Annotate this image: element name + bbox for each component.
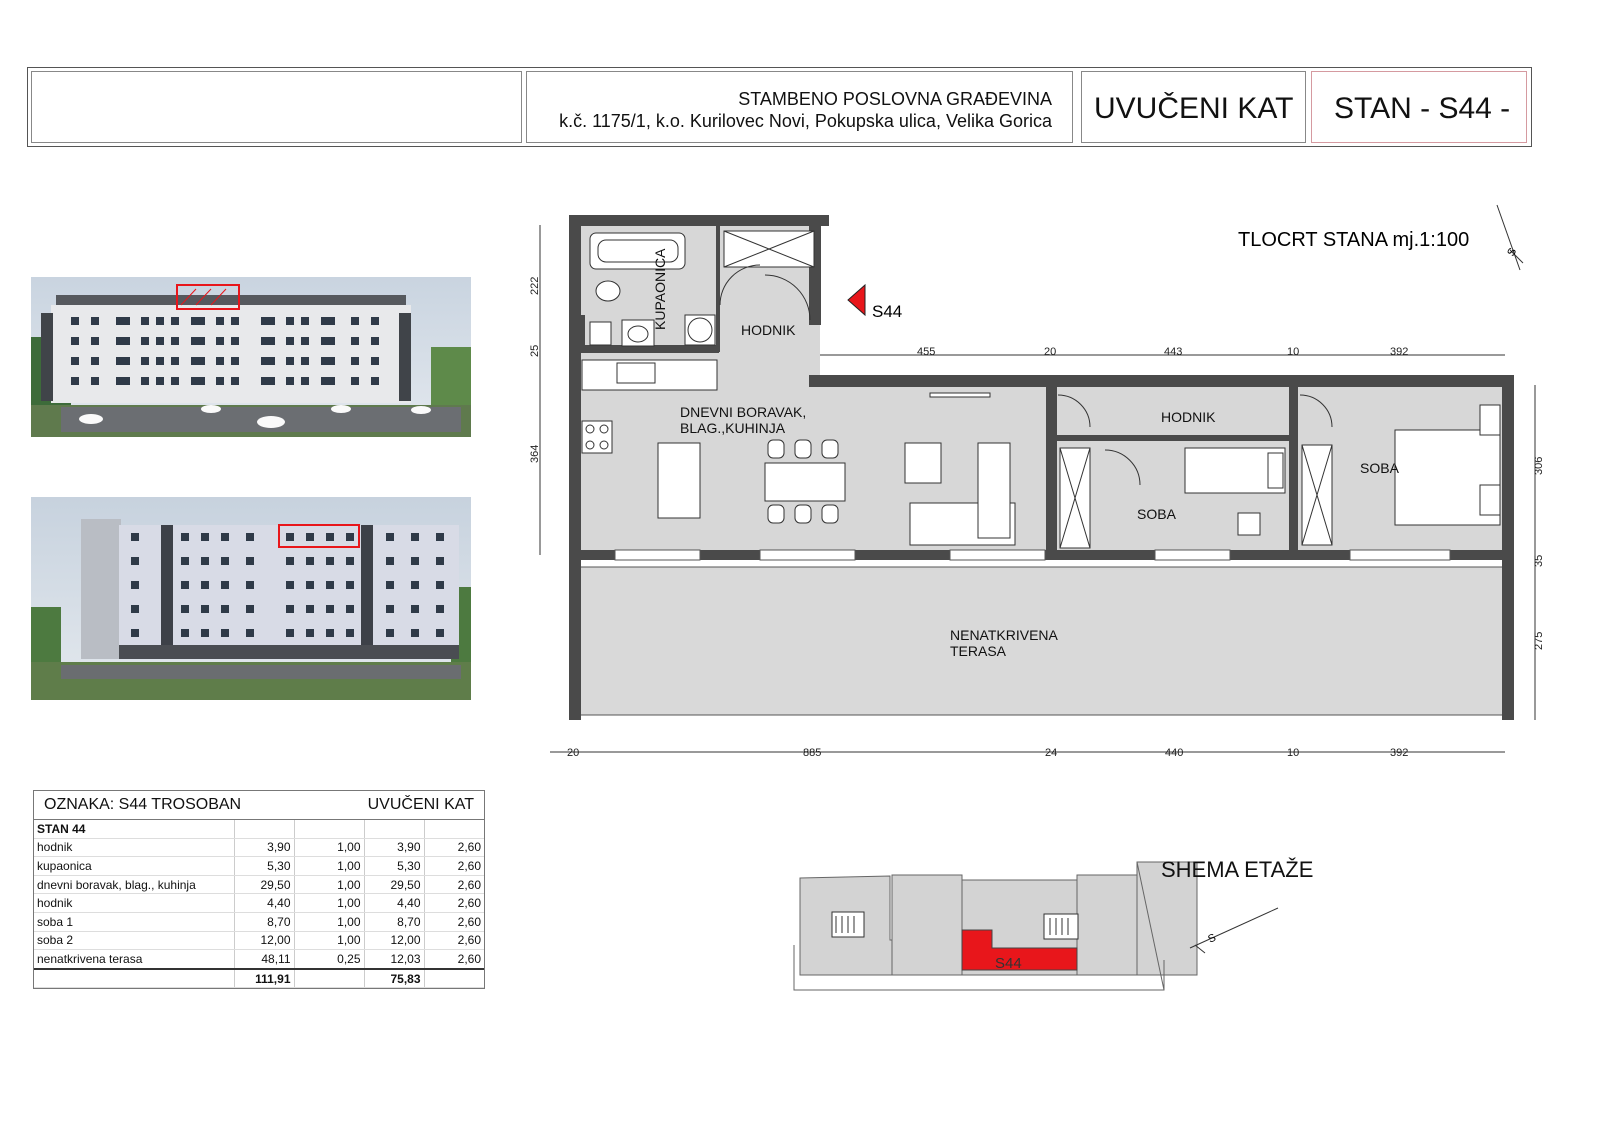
room-height: 2,60 [424,950,484,969]
dim-top-1: 455 [917,346,936,358]
room-coef: 1,00 [294,857,364,876]
room-height: 2,60 [424,931,484,950]
dim-bottom-1: 20 [567,747,580,759]
dim-top-3: 443 [1164,346,1183,358]
room-net: 3,90 [364,838,424,857]
dim-right-2: 35 [1533,554,1545,567]
room-name: kupaonica [34,857,234,876]
room-name: soba 2 [34,931,234,950]
room-net: 8,70 [364,912,424,931]
table-row [34,857,484,876]
room-area: 29,50 [234,875,294,894]
room-area: 3,90 [234,838,294,857]
room-net: 29,50 [364,875,424,894]
unit-label: STAN - S44 - [1334,92,1511,125]
entrance-marker-label: S44 [872,302,903,321]
label-soba-2: SOBA [1360,460,1399,476]
table-row [34,894,484,913]
label-hodnik-entry: HODNIK [741,322,796,338]
room-height: 2,60 [424,894,484,913]
room-coef: 1,00 [294,931,364,950]
building-render-side [31,497,471,700]
dim-top-5: 392 [1390,346,1409,358]
room-coef: 1,00 [294,838,364,857]
dim-bottom-4: 440 [1165,747,1184,759]
building-title: STAMBENO POSLOVNA GRAĐEVINA [738,89,1052,109]
room-height: 2,60 [424,875,484,894]
room-coef: 1,00 [294,894,364,913]
table-row [34,838,484,857]
room-coef: 1,00 [294,875,364,894]
room-height: 2,60 [424,912,484,931]
room-height: 2,60 [424,857,484,876]
label-dnevni-1: DNEVNI BORAVAK, [680,404,807,420]
room-area: 8,70 [234,912,294,931]
room-height: 2,60 [424,838,484,857]
room-name: dnevni boravak, blag., kuhinja [34,875,234,894]
room-area: 48,11 [234,950,294,969]
dim-bottom-5: 10 [1287,747,1300,759]
scheme-north-arrow-icon [1190,908,1278,953]
room-name: hodnik [34,838,234,857]
label-terasa-1: NENATKRIVENA [950,627,1058,643]
total-net: 75,83 [364,969,424,988]
label-dnevni-2: BLAG.,KUHINJA [680,420,786,436]
dim-left-3: 364 [529,444,541,463]
svg-text:S: S [1206,931,1218,946]
label-terasa-2: TERASA [950,643,1007,659]
room-net: 4,40 [364,894,424,913]
room-net: 12,00 [364,931,424,950]
room-coef: 0,25 [294,950,364,969]
dim-bottom-3: 24 [1045,747,1058,759]
floor-scheme [780,850,1340,1010]
dim-top-2: 20 [1044,346,1057,358]
room-name: soba 1 [34,912,234,931]
room-area: 4,40 [234,894,294,913]
room-net: 5,30 [364,857,424,876]
investor-cell [31,71,522,143]
plan-title: TLOCRT STANA mj.1:100 [1238,229,1470,251]
summary-header [34,791,484,820]
dim-left-1: 222 [529,276,541,295]
dim-left-2: 25 [529,344,541,357]
table-row [34,950,484,969]
north-arrow-icon [1497,205,1523,270]
room-net: 12,03 [364,950,424,969]
dim-bottom-6: 392 [1390,747,1409,759]
building-location: k.č. 1175/1, k.o. Kurilovec Novi, Pokupska ulica, Velika Gorica [559,111,1052,131]
building-render-front [31,277,471,437]
dim-right-3: 275 [1533,631,1545,650]
table-row [34,912,484,931]
room-area: 12,00 [234,931,294,950]
floor-label: UVUČENI KAT [1094,92,1294,125]
scheme-unit-label: S44 [995,955,1022,972]
dim-top-4: 10 [1287,346,1300,358]
floor-plan [520,195,1560,775]
total-area: 111,91 [234,969,294,988]
svg-text:S: S [1505,246,1520,259]
section-title: STAN 44 [34,820,234,838]
label-hodnik-rooms: HODNIK [1161,409,1216,425]
room-coef: 1,00 [294,912,364,931]
dim-bottom-2: 885 [803,747,822,759]
room-name: nenatkrivena terasa [34,950,234,969]
room-name: hodnik [34,894,234,913]
scheme-title: SHEMA ETAŽE [1161,857,1314,882]
dim-right-1: 306 [1533,456,1545,475]
table-row [34,875,484,894]
room-area: 5,30 [234,857,294,876]
entrance-marker-icon [848,285,865,315]
label-soba-1: SOBA [1137,506,1176,522]
table-total-row [34,969,484,988]
label-kupaonica: KUPAONICA [652,248,668,330]
summary-kat: UVUČENI KAT [367,796,474,813]
table-row [34,931,484,950]
summary-oznaka: OZNAKA: S44 TROSOBAN [44,796,242,813]
area-summary-table [33,790,485,989]
